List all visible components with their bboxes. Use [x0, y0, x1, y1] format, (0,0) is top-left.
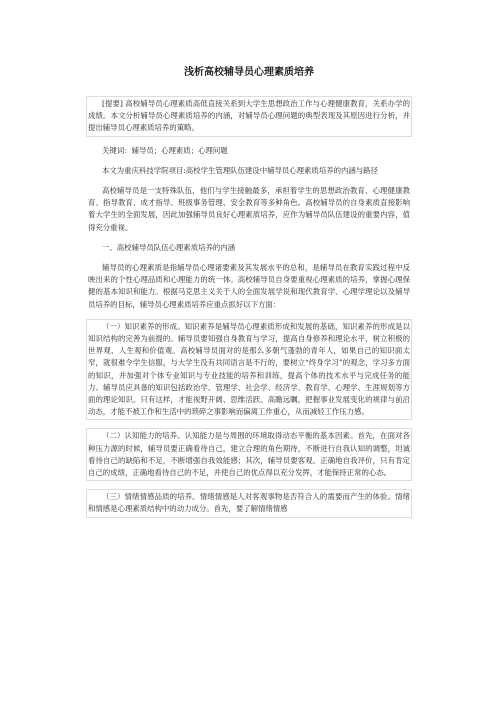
item-2-paragraph: （二）认知能力的培养。认知能力是与周围的环境取得动态平衡的基本因素。首先，在面对各种压力源的时候，辅导员要正确看待自己，建立合理的角色期待，不断进行自我认知的调整，坦诚看待自己的缺陷和不足，不断增强自我效能感；其次，辅导员要客观、正确地自我评价，只有肯定自己的成绩，正确地看待自己的不足，并使自己的优点得以充分发挥，才能保持正常的心态。	[86, 428, 412, 481]
intro-paragraph: 高校辅导员是一支特殊队伍，他们与学生接触最多，承担着学生的思想政治教育、心理健康教育、指导教育、成才指导、班级事务管理、安全教育等多种角色。高校辅导员的自身素质直接影响着大学生的全面发展，因此加强辅导员良好心理素质培养，应作为辅导员队伍建设的重要内容，值得充分重视。	[88, 186, 410, 232]
abstract-paragraph: [提要] 高校辅导员心理素质高低直接关系到大学生思想政治工作与心理健康教育，关系办学的成绩。本文分析辅导员心理素质培养的内涵，对辅导员心理问题的典型表现及其原因进行分析，并提出辅导员心理素质培养的策略。	[86, 96, 412, 137]
document-title: 浅析高校辅导员心理素质培养	[184, 67, 314, 78]
keywords-line: 关键词：辅导员；心理素质；心理问题	[102, 145, 228, 155]
funding-note: 本文为重庆科技学院项目:高校学生管理队伍建设中辅导员心理素质培养的内涵与路径	[102, 165, 378, 175]
section-1-heading: 一、高校辅导员队伍心理素质培养的内涵	[102, 242, 236, 252]
document-body	[88, 66, 410, 524]
item-3-paragraph: （三）情绪情感品质的培养。情绪情感是人对客观事物是否符合人的需要而产生的体验。情绪和情感是心理素质结构中的动力成分。首先，要了解情绪情感	[86, 489, 412, 517]
item-1-paragraph: （一）知识素养的形成。知识素养是辅导员心理素质形成和发展的基础，知识素养的形成是以知识结构的完善为前提的。辅导员要知强自身教育与学习，提高自身修养和理论水平，树立积极的世界观、人生观和价值观。高校辅导员面对的是那么多朝气蓬勃的青年人，如果自己的知识面太窄，就很难令学生信服，与大学生没有共同语言是不行的，要树立“终身学习”的观念，学习多方面的知识，并加强对个体专业知识与专业技能的培养和训练，提高个体的技术水平与完成任务的能力。辅导员应具备的知识包括政治学、管理学、社会学、经济学、教育学、心理学、生涯规划等方面的理论知识。只有这样，才能视野开阔、思维活跃、高瞻远瞩，把握事业发展变化的规律与前沿动态，才能不被工作和生活中的琐碎之事影响而偏离工作重心，从而减轻工作压力感。	[86, 319, 412, 421]
section-1-body: 辅导员的心理素质是指辅导员心理诸要素及其发展水平的总和，是辅导员在教育实践过程中反映出来的个性心理品质和心理能力的统一体。高校辅导员自身要重视心理素质的培养，掌握心理保健的基本知识和能力。根据马克思主义关于人的全面发展学说和现代教育学、心理学理论以及辅导员培养的目标，辅导员心理素质培养应重点抓好以下方面：	[88, 263, 410, 309]
